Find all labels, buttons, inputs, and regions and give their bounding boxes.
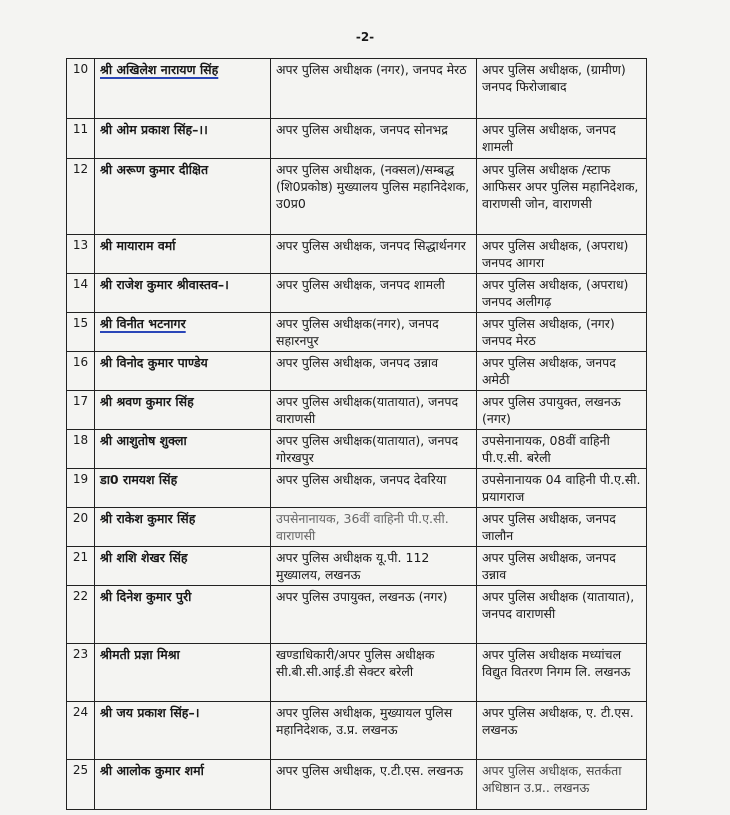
officer-name: श्री अखिलेश नारायण सिंह (95, 59, 271, 119)
serial-number: 18 (67, 430, 95, 469)
serial-number: 12 (67, 159, 95, 235)
current-posting: खण्डाधिकारी/अपर पुलिस अधीक्षक सी.बी.सी.आई.डी सेक्टर बरेली (271, 644, 477, 702)
new-posting: अपर पुलिस अधीक्षक, जनपद शामली (477, 119, 647, 159)
table-row (67, 391, 647, 430)
officer-name: श्री दिनेश कुमार पुरी (95, 586, 271, 644)
new-posting: अपर पुलिस अधीक्षक, (नगर) जनपद मेरठ (477, 313, 647, 352)
current-posting: अपर पुलिस अधीक्षक, जनपद सोनभद्र (271, 119, 477, 159)
officer-name: श्री आलोक कुमार शर्मा (95, 760, 271, 810)
table-row (67, 760, 647, 810)
table-row (67, 313, 647, 352)
current-posting: अपर पुलिस अधीक्षक (नगर), जनपद मेरठ (271, 59, 477, 119)
officer-name: श्री शशि शेखर सिंह (95, 547, 271, 586)
new-posting: अपर पुलिस अधीक्षक, (अपराध) जनपद अलीगढ़ (477, 274, 647, 313)
serial-number: 23 (67, 644, 95, 702)
new-posting: अपर पुलिस अधीक्षक, (ग्रामीण) जनपद फिरोजाबाद (477, 59, 647, 119)
serial-number: 19 (67, 469, 95, 508)
new-posting: अपर पुलिस अधीक्षक, सतर्कता अधिष्ठान उ.प्र.. लखनऊ (477, 760, 647, 810)
serial-number: 15 (67, 313, 95, 352)
table-row (67, 119, 647, 159)
new-posting: अपर पुलिस अधीक्षक, जनपद जालौन (477, 508, 647, 547)
table-row (67, 469, 647, 508)
officer-name: श्री श्रवण कुमार सिंह (95, 391, 271, 430)
current-posting: अपर पुलिस अधीक्षक(नगर), जनपद सहारनपुर (271, 313, 477, 352)
serial-number: 25 (67, 760, 95, 810)
serial-number: 20 (67, 508, 95, 547)
table-row (67, 235, 647, 274)
current-posting: उपसेनानायक, 36वीं वाहिनी पी.ए.सी. वाराणसी (271, 508, 477, 547)
current-posting: अपर पुलिस अधीक्षक(यातायात), जनपद वाराणसी (271, 391, 477, 430)
new-posting: अपर पुलिस अधीक्षक मध्यांचल विद्युत वितरण निगम लि. लखनऊ (477, 644, 647, 702)
serial-number: 17 (67, 391, 95, 430)
current-posting: अपर पुलिस अधीक्षक, जनपद शामली (271, 274, 477, 313)
serial-number: 22 (67, 586, 95, 644)
table-row (67, 430, 647, 469)
new-posting: अपर पुलिस अधीक्षक, (अपराध) जनपद आगरा (477, 235, 647, 274)
table-row (67, 274, 647, 313)
new-posting: अपर पुलिस अधीक्षक, जनपद उन्नाव (477, 547, 647, 586)
table-row (67, 508, 647, 547)
officer-name: श्री जय प्रकाश सिंह–। (95, 702, 271, 760)
current-posting: अपर पुलिस अधीक्षक यू.पी. 112 मुख्यालय, लखनऊ (271, 547, 477, 586)
new-posting: उपसेनानायक, 08वीं वाहिनी पी.ए.सी. बरेली (477, 430, 647, 469)
officer-name: श्री अरूण कुमार दीक्षित (95, 159, 271, 235)
officer-name: श्री विनीत भटनागर (95, 313, 271, 352)
new-posting: उपसेनानायक 04 वाहिनी पी.ए.सी. प्रयागराज (477, 469, 647, 508)
current-posting: अपर पुलिस अधीक्षक, ए.टी.एस. लखनऊ (271, 760, 477, 810)
serial-number: 13 (67, 235, 95, 274)
current-posting: अपर पुलिस उपायुक्त, लखनऊ (नगर) (271, 586, 477, 644)
new-posting: अपर पुलिस अधीक्षक, जनपद अमेठी (477, 352, 647, 391)
current-posting: अपर पुलिस अधीक्षक, (नक्सल)/सम्बद्ध (शि0प्रकोष्ठ) मुख्यालय पुलिस महानिदेशक, उ0प्र0 (271, 159, 477, 235)
new-posting: अपर पुलिस अधीक्षक /स्टाफ आफिसर अपर पुलिस महानिदेशक, वाराणसी जोन, वाराणसी (477, 159, 647, 235)
table-row (67, 702, 647, 760)
officer-name: श्री राजेश कुमार श्रीवास्तव–। (95, 274, 271, 313)
serial-number: 24 (67, 702, 95, 760)
current-posting: अपर पुलिस अधीक्षक, जनपद उन्नाव (271, 352, 477, 391)
new-posting: अपर पुलिस अधीक्षक (यातायात), जनपद वाराणसी (477, 586, 647, 644)
current-posting: अपर पुलिस अधीक्षक, मुख्यायल पुलिस महानिदेशक, उ.प्र. लखनऊ (271, 702, 477, 760)
officer-name: श्री विनोद कुमार पाण्डेय (95, 352, 271, 391)
table-row (67, 644, 647, 702)
table-row (67, 586, 647, 644)
table-row (67, 59, 647, 119)
officer-name: श्री आशुतोष शुक्ला (95, 430, 271, 469)
table-row (67, 159, 647, 235)
officer-name: श्रीमती प्रज्ञा मिश्रा (95, 644, 271, 702)
officer-name: श्री ओम प्रकाश सिंह–।। (95, 119, 271, 159)
officer-name: श्री मायाराम वर्मा (95, 235, 271, 274)
officer-name: डा0 रामयश सिंह (95, 469, 271, 508)
current-posting: अपर पुलिस अधीक्षक, जनपद देवरिया (271, 469, 477, 508)
officer-name: श्री राकेश कुमार सिंह (95, 508, 271, 547)
new-posting: अपर पुलिस अधीक्षक, ए. टी.एस. लखनऊ (477, 702, 647, 760)
serial-number: 21 (67, 547, 95, 586)
current-posting: अपर पुलिस अधीक्षक(यातायात), जनपद गोरखपुर (271, 430, 477, 469)
page-number: -2- (355, 30, 375, 44)
serial-number: 10 (67, 59, 95, 119)
serial-number: 14 (67, 274, 95, 313)
new-posting: अपर पुलिस उपायुक्त, लखनऊ (नगर) (477, 391, 647, 430)
serial-number: 16 (67, 352, 95, 391)
current-posting: अपर पुलिस अधीक्षक, जनपद सिद्धार्थनगर (271, 235, 477, 274)
transfer-table (66, 58, 647, 810)
serial-number: 11 (67, 119, 95, 159)
table-row (67, 352, 647, 391)
table-row (67, 547, 647, 586)
